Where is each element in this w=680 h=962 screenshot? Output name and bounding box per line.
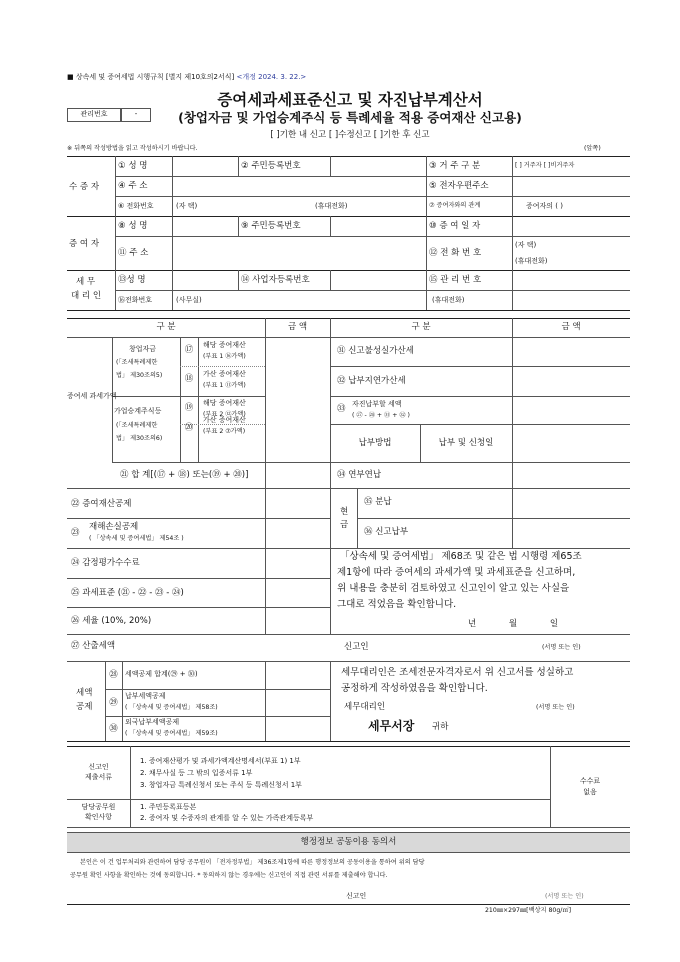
consent-line-2: 공무원 확인 사항을 확인하는 것에 동의합니다. * 동의하지 않는 경우에는 신고인이 직접 관련 서류를 제출해야 합니다. xyxy=(70,872,388,879)
row18-sub: (부표 1 ⑪가액) xyxy=(203,382,246,389)
consent-declarant-label: 신고인 xyxy=(346,892,367,900)
relationship-field[interactable]: 증여자의 ( ) xyxy=(526,202,563,210)
donor-name-field[interactable] xyxy=(172,217,238,236)
row18-amount-field[interactable] xyxy=(266,367,330,396)
agent-section-label-1: 세 무 xyxy=(76,277,96,287)
revision-date: <개정 2024. 3. 22.> xyxy=(236,73,307,81)
tax-credit-group-label-1: 세액 xyxy=(76,688,93,698)
official-check-1: 1. 주민등록표등본 xyxy=(140,803,197,811)
startup-fund-law-2: 법」 제30조의5) xyxy=(116,372,163,379)
consent-title: 행정정보 공동이용 동의서 xyxy=(300,837,397,847)
row36-amount-field[interactable] xyxy=(513,519,630,548)
row36-label: ㊱ 신고납부 xyxy=(364,527,409,537)
row22-amount-field[interactable] xyxy=(266,489,330,518)
consent-sign[interactable]: (서명 또는 인) xyxy=(545,893,584,900)
agent-section-label-2: 대 리 인 xyxy=(71,291,102,301)
cash-label-2: 금 xyxy=(340,520,349,530)
management-number-label: 관리번호 xyxy=(80,110,108,118)
submit-doc-1: 1. 증여재산평가 및 과세가액계산명세서(부표 1) 1부 xyxy=(140,757,301,765)
row33-number: ㉝ xyxy=(337,404,346,414)
honorific: 귀하 xyxy=(432,722,449,732)
tax-office-head: 세무서장 xyxy=(368,719,415,733)
row27-amount-field[interactable] xyxy=(266,635,330,661)
row21-amount-field[interactable] xyxy=(266,463,330,488)
row20-label: 가산 증여재산 xyxy=(203,416,246,424)
management-number-value: - xyxy=(134,110,138,118)
row33-amount-field[interactable] xyxy=(513,397,630,424)
payment-method-label: 납부방법 xyxy=(358,438,392,448)
startup-fund-label: 창업자금 xyxy=(129,345,157,353)
agent-confirm-line-2: 공정하게 작성하였음을 확인합니다. xyxy=(341,683,488,694)
row23-label: 재해손실공제 xyxy=(89,522,139,532)
payment-amount-field[interactable] xyxy=(513,425,630,462)
official-check-label-2: 확인사항 xyxy=(84,813,113,821)
row20-number: ⑳ xyxy=(184,423,194,433)
row30-amount-field[interactable] xyxy=(266,717,330,741)
agent-confirm-line-1: 세무대리인은 조세전문자격자로서 위 신고서를 성실하고 xyxy=(341,667,574,678)
family-business-label: 가업승계주식등 xyxy=(114,407,162,415)
row33-sub: ( ㉗ - ㉘ + ㉛ + ㉜ ) xyxy=(352,412,410,419)
row19-label: 해당 증여재산 xyxy=(203,399,246,407)
row26-amount-field[interactable] xyxy=(266,608,330,634)
donor-mobile-label: (휴대전화) xyxy=(515,257,548,265)
row17-label: 해당 증여재산 xyxy=(203,341,246,349)
form-subtitle: (창업자금 및 가업승계주식 등 특례세율 적용 증여재산 신고용) xyxy=(178,110,522,125)
calc-header-amount-left: 금 액 xyxy=(287,322,308,332)
row19-amount-field[interactable] xyxy=(266,397,330,424)
row32-amount-field[interactable] xyxy=(513,367,630,396)
row25-label: ㉕ 과세표준 (㉑ - ㉒ - ㉓ - ㉔) xyxy=(71,588,184,598)
declarant-sign[interactable]: (서명 또는 인) xyxy=(542,644,581,651)
row28-number: ㉘ xyxy=(109,670,118,680)
donor-address-label: ⑪ 주 소 xyxy=(118,248,149,258)
donor-address-field[interactable] xyxy=(172,237,426,270)
recipient-name-field[interactable] xyxy=(172,157,238,176)
row20-amount-field[interactable] xyxy=(266,425,330,462)
recipient-email-field[interactable] xyxy=(512,177,630,196)
row17-amount-field[interactable] xyxy=(266,338,330,366)
agent-sign[interactable]: (서명 또는 인) xyxy=(536,704,575,711)
declaration-date[interactable]: 년 월 일 xyxy=(468,619,559,629)
row24-label: ㉔ 감정평가수수료 xyxy=(71,558,140,568)
submit-docs-label-2: 제출서류 xyxy=(84,773,113,781)
tax-credit-group-label-2: 공제 xyxy=(76,702,93,712)
declarant-label: 신고인 xyxy=(344,642,369,652)
row29-label: 납부세액공제 xyxy=(125,692,166,700)
declaration-line-2: 제1항에 따라 증여세의 과세가액 및 과세표준을 신고하며, xyxy=(337,567,576,578)
paper-spec: 210㎜×297㎜[백상지 80g/㎡] xyxy=(485,907,571,914)
agent-phone-label: ⑯전화번호 xyxy=(118,296,153,304)
submit-docs-label-1: 신고인 xyxy=(88,763,109,771)
donor-home-phone-label: (자 택) xyxy=(515,241,537,249)
row31-amount-field[interactable] xyxy=(513,338,630,366)
fee-label: 수수료 xyxy=(579,777,601,785)
row19-sub: (부표 2 ⑫가액) xyxy=(203,411,246,418)
front-side-label: (앞쪽) xyxy=(584,145,601,152)
submit-doc-3: 3. 창업자금 특례신청서 또는 주식 등 특례신청서 1부 xyxy=(140,781,302,789)
row35-label: ㉟ 분납 xyxy=(364,497,392,507)
row21-label: ㉑ 합 계[(⑰ + ⑱) 또는(⑲ + ⑳)] xyxy=(120,470,249,480)
declaration-line-1: 「상속세 및 증여세법」 제68조 및 같은 법 시행령 제65조 xyxy=(340,551,582,562)
recipient-name-label: ① 성 명 xyxy=(118,161,148,171)
agent-mgmt-label: ⑮ 관 리 번 호 xyxy=(429,275,482,285)
row30-sub: ( 「상속세 및 증여세법」 제59조) xyxy=(125,730,218,737)
agent-name-field[interactable] xyxy=(172,271,238,290)
gift-date-label: ⑩ 증 여 일 자 xyxy=(429,221,481,231)
family-business-law-2: 법」 제30조의6) xyxy=(116,435,163,442)
row31-label: ㉛ 신고불성실가산세 xyxy=(337,346,414,356)
row23-amount-field[interactable] xyxy=(266,519,330,548)
row29-amount-field[interactable] xyxy=(266,690,330,716)
official-check-2: 2. 증여자 및 수증자의 관계를 알 수 있는 가족관계등록부 xyxy=(140,814,314,822)
calc-header-category-left: 구 분 xyxy=(156,322,176,332)
row28-label: 세액공제 합계(㉙ + ㉚) xyxy=(125,670,198,678)
row26-label: ㉖ 세율 (10%, 20%) xyxy=(71,616,152,626)
donor-id-field[interactable] xyxy=(330,217,426,236)
row22-label: ㉒ 증여재산공제 xyxy=(71,499,132,509)
donor-section-label: 증 여 자 xyxy=(69,239,100,249)
recipient-phone-label: ⑥ 전화번호 xyxy=(118,202,154,210)
law-reference: ■ 상속세 및 증여세법 시행규칙 [별지 제10호의2서식] <개정 2024. 3. 22.> xyxy=(67,73,307,81)
submit-doc-2: 2. 채무사실 등 그 밖의 입증서류 1부 xyxy=(140,769,253,777)
fee-value: 없음 xyxy=(583,788,597,796)
recipient-section-label: 수 증 자 xyxy=(69,182,100,192)
row34-amount-field[interactable] xyxy=(513,463,630,488)
agent-bizno-field[interactable] xyxy=(330,271,426,290)
instruction-note: ※ 뒤쪽의 작성방법을 읽고 작성하시기 바랍니다. xyxy=(67,145,198,152)
row35-amount-field[interactable] xyxy=(513,489,630,518)
residence-type-options[interactable]: [ ] 거주자 [ ]비거주자 xyxy=(515,162,575,169)
row23-sub: ( 「상속세 및 증여세법」 제54조 ) xyxy=(89,535,184,542)
row29-sub: ( 「상속세 및 증여세법」 제58조) xyxy=(125,704,218,711)
official-check-label-1: 담당공무원 xyxy=(81,803,116,811)
agent-signer-label: 세무대리인 xyxy=(344,702,386,712)
row33-label: 자진납부할 세액 xyxy=(352,400,402,408)
row28-amount-field[interactable] xyxy=(266,662,330,689)
family-business-law-1: (「조세특례제한 xyxy=(116,422,158,429)
filing-type-options[interactable]: [ ]기한 내 신고 [ ]수정신고 [ ]기한 후 신고 xyxy=(270,130,430,140)
row29-number: ㉙ xyxy=(109,698,118,708)
row18-label: 가산 증여재산 xyxy=(203,370,246,378)
calc-header-category-right: 구 분 xyxy=(411,322,431,332)
row24-amount-field[interactable] xyxy=(266,549,330,578)
recipient-address-label: ④ 주 소 xyxy=(118,181,148,191)
recipient-id-field[interactable] xyxy=(330,157,426,176)
row30-number: ㉚ xyxy=(109,724,118,734)
consent-line-1: 본인은 이 건 업무처리와 관련하여 담당 공무원이 「전자정부법」 제36조제1항에 따른 행정정보의 공동이용을 통하여 위의 담당 xyxy=(80,859,425,866)
donor-id-label: ⑨ 주민등록번호 xyxy=(241,221,301,231)
startup-fund-law-1: (「조세특례제한 xyxy=(116,359,158,366)
relationship-label: ⑦ 증여자와의 관계 xyxy=(429,202,481,209)
agent-mobile-label: (휴대전화) xyxy=(432,296,465,304)
agent-bizno-label: ⑭ 사업자등록번호 xyxy=(241,275,310,285)
recipient-id-label: ② 주민등록번호 xyxy=(241,161,301,171)
row25-amount-field[interactable] xyxy=(266,579,330,607)
recipient-mobile-label: (휴대전화) xyxy=(315,202,348,210)
row20-sub: (부표 2 ⑦가액) xyxy=(203,428,246,435)
row34-label: ㉞ 연부연납 xyxy=(337,470,382,480)
row17-number: ⑰ xyxy=(184,345,194,355)
row19-number: ⑲ xyxy=(184,403,194,413)
recipient-address-field[interactable] xyxy=(172,177,426,196)
row30-label: 외국납부세액공제 xyxy=(125,718,180,726)
agent-name-label: ⑬성 명 xyxy=(118,275,146,285)
declaration-line-4: 그대로 적었음을 확인합니다. xyxy=(337,599,457,610)
taxable-value-group-label: 증여세 과세가액 xyxy=(67,392,117,400)
cash-label-1: 현 xyxy=(340,507,349,517)
agent-mgmt-field[interactable] xyxy=(512,271,630,290)
row18-number: ⑱ xyxy=(184,374,194,384)
calc-header-amount-right: 금 액 xyxy=(561,322,581,332)
form-title: 증여세과세표준신고 및 자진납부계산서 xyxy=(217,91,483,109)
recipient-email-label: ⑤ 전자우편주소 xyxy=(429,181,489,191)
declaration-line-3: 위 내용을 충분히 검토하였고 신고인이 알고 있는 사실을 xyxy=(337,583,570,594)
residence-type-label: ③ 거 주 구 분 xyxy=(429,161,481,171)
payment-date-label: 납부 및 신청일 xyxy=(438,438,494,448)
row32-label: ㉜ 납부지연가산세 xyxy=(337,376,406,386)
row23-number: ㉓ xyxy=(71,528,80,538)
row17-sub: (부표 1 ⑯가액) xyxy=(203,353,246,360)
agent-office-phone-label: (사무실) xyxy=(176,296,202,304)
recipient-home-phone-label: (자 택) xyxy=(176,202,198,210)
donor-phone-label: ⑫ 전 화 번 호 xyxy=(429,248,482,258)
donor-name-label: ⑧ 성 명 xyxy=(118,221,148,231)
row27-label: ㉗ 산출세액 xyxy=(71,641,116,651)
gift-date-field[interactable] xyxy=(512,217,630,236)
